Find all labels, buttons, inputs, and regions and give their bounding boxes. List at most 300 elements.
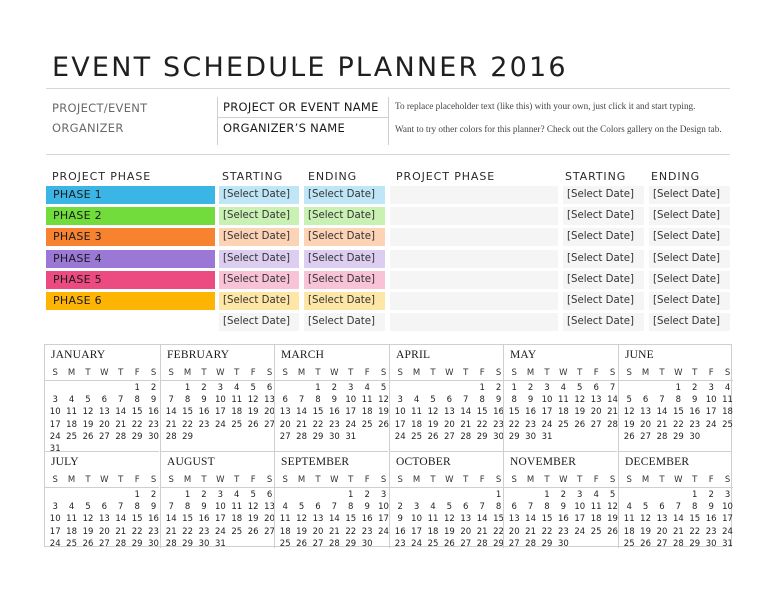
calendar-day[interactable]: 9 (201, 395, 207, 406)
calendar-day[interactable]: 24 (574, 526, 586, 537)
calendar-day[interactable]: 8 (184, 502, 191, 513)
calendar-day[interactable]: 20 (264, 514, 275, 525)
phase-1-start-date[interactable]: [Select Date] (219, 186, 299, 204)
calendar-day[interactable]: 6 (593, 383, 599, 393)
calendar-day[interactable]: 29 (493, 538, 504, 549)
calendar-day[interactable]: 18 (722, 407, 733, 418)
calendar-day[interactable]: 19 (607, 514, 618, 525)
calendar-day[interactable]: 11 (722, 395, 733, 406)
calendar-day[interactable]: 15 (345, 514, 357, 525)
calendar-day[interactable]: 8 (134, 502, 140, 513)
calendar-day[interactable]: 6 (659, 502, 665, 513)
calendar-day[interactable]: 7 (527, 502, 534, 513)
calendar-day[interactable]: 17 (411, 526, 422, 537)
calendar-day[interactable]: 10 (722, 502, 733, 513)
calendar-day[interactable]: 12 (82, 407, 94, 418)
calendar-day[interactable]: 10 (214, 395, 226, 406)
calendar-day[interactable]: 4 (68, 502, 75, 513)
calendar-day[interactable]: 24 (722, 526, 733, 537)
calendar-day[interactable]: 26 (247, 526, 259, 537)
calendar-day[interactable]: 19 (443, 526, 455, 537)
calendar-day[interactable]: 26 (296, 538, 307, 549)
calendar-day[interactable]: 26 (427, 431, 439, 442)
calendar-day[interactable]: 15 (541, 514, 553, 525)
calendar-day[interactable]: 18 (66, 526, 77, 537)
calendar-day[interactable]: 16 (493, 407, 504, 418)
calendar-day[interactable]: 15 (131, 407, 143, 418)
calendar-day[interactable]: 13 (279, 407, 291, 418)
calendar-day[interactable]: 27 (443, 431, 455, 442)
calendar-day[interactable]: 14 (115, 514, 127, 525)
phase-name-right-field[interactable] (390, 207, 558, 225)
calendar-day[interactable]: 27 (279, 431, 291, 442)
calendar-day[interactable]: 30 (148, 538, 159, 549)
calendar-day[interactable]: 22 (508, 419, 520, 430)
calendar-day[interactable]: 5 (430, 395, 436, 406)
calendar-day[interactable]: 9 (364, 502, 370, 513)
calendar-day[interactable]: 20 (508, 526, 520, 537)
calendar-day[interactable]: 17 (705, 407, 717, 418)
calendar-day[interactable]: 2 (331, 383, 338, 393)
calendar-day[interactable]: 12 (607, 502, 618, 513)
calendar-day[interactable]: 20 (279, 419, 291, 430)
calendar-day[interactable]: 18 (279, 526, 291, 537)
calendar-day[interactable]: 21 (476, 526, 488, 537)
calendar-day[interactable]: 4 (68, 395, 75, 406)
calendar-day[interactable]: 30 (361, 538, 373, 549)
calendar-day[interactable]: 29 (182, 538, 193, 549)
calendar-day[interactable]: 23 (148, 419, 159, 430)
calendar-day[interactable]: 12 (427, 407, 439, 418)
phase-name-right-field[interactable] (390, 228, 558, 246)
calendar-day[interactable]: 28 (115, 538, 127, 549)
right-phase-5-end-date[interactable]: [Select Date] (649, 271, 730, 289)
calendar-day[interactable]: 8 (675, 395, 682, 406)
calendar-day[interactable]: 28 (607, 419, 618, 430)
calendar-day[interactable]: 25 (361, 419, 373, 430)
calendar-day[interactable]: 12 (640, 514, 651, 525)
calendar-day[interactable]: 29 (672, 431, 684, 442)
calendar-day[interactable]: 2 (692, 383, 698, 393)
phase-name-right-field[interactable] (390, 250, 558, 268)
calendar-day[interactable]: 22 (131, 526, 143, 537)
calendar-day[interactable]: 8 (315, 395, 321, 406)
calendar-day[interactable]: 25 (590, 526, 602, 537)
calendar-day[interactable]: 3 (52, 502, 58, 513)
calendar-day[interactable]: 5 (626, 395, 632, 406)
calendar-day[interactable]: 28 (656, 431, 668, 442)
calendar-day[interactable]: 11 (279, 514, 291, 525)
calendar-day[interactable]: 23 (394, 538, 406, 549)
calendar-day[interactable]: 23 (198, 526, 210, 537)
calendar-day[interactable]: 19 (82, 526, 94, 537)
phase-2-end-date[interactable]: [Select Date] (304, 207, 385, 225)
calendar-day[interactable]: 3 (397, 395, 403, 406)
calendar-day[interactable]: 16 (198, 407, 210, 418)
calendar-day[interactable]: 2 (150, 490, 157, 500)
calendar-day[interactable]: 7 (463, 395, 469, 406)
calendar-day[interactable]: 30 (198, 538, 210, 549)
calendar-day[interactable]: 10 (705, 395, 717, 406)
calendar-day[interactable]: 14 (656, 407, 668, 418)
calendar-day[interactable]: 15 (476, 407, 488, 418)
phase-3-start-date[interactable]: [Select Date] (219, 228, 299, 246)
calendar-day[interactable]: 19 (247, 407, 259, 418)
calendar-day[interactable]: 13 (640, 407, 651, 418)
calendar-day[interactable]: 2 (201, 490, 207, 500)
calendar-day[interactable]: 9 (708, 502, 714, 513)
calendar-day[interactable]: 7 (168, 502, 174, 513)
calendar-day[interactable]: 14 (476, 514, 488, 525)
calendar-day[interactable]: 15 (689, 514, 701, 525)
calendar-day[interactable]: 14 (115, 407, 127, 418)
phase-6-start-date[interactable]: [Select Date] (219, 292, 299, 310)
calendar-day[interactable]: 27 (590, 419, 602, 430)
calendar-day[interactable]: 23 (493, 419, 504, 430)
calendar-day[interactable]: 29 (131, 431, 143, 442)
calendar-day[interactable]: 23 (689, 419, 701, 430)
calendar-day[interactable]: 14 (165, 407, 177, 418)
calendar-day[interactable]: 29 (345, 538, 357, 549)
calendar-day[interactable]: 1 (315, 383, 321, 393)
calendar-day[interactable]: 31 (49, 443, 61, 454)
calendar-day[interactable]: 14 (328, 514, 340, 525)
calendar-day[interactable]: 1 (134, 383, 140, 393)
calendar-day[interactable]: 21 (656, 419, 668, 430)
calendar-day[interactable]: 11 (231, 395, 243, 406)
calendar-day[interactable]: 1 (495, 490, 502, 500)
organizer-name-field[interactable]: ORGANIZER’S NAME (223, 121, 346, 135)
calendar-day[interactable]: 7 (675, 502, 682, 513)
phase-7-start-date[interactable]: [Select Date] (219, 313, 299, 331)
calendar-day[interactable]: 11 (623, 514, 635, 525)
calendar-day[interactable]: 18 (361, 407, 373, 418)
calendar-day[interactable]: 16 (394, 526, 406, 537)
calendar-day[interactable]: 22 (476, 419, 488, 430)
right-phase-3-start-date[interactable]: [Select Date] (563, 228, 644, 246)
calendar-day[interactable]: 26 (574, 419, 586, 430)
calendar-day[interactable]: 15 (493, 514, 504, 525)
calendar-day[interactable]: 26 (623, 431, 635, 442)
phase-name-right-field[interactable] (390, 292, 558, 310)
calendar-day[interactable]: 23 (361, 526, 373, 537)
calendar-day[interactable]: 4 (626, 502, 632, 513)
phase-5-start-date[interactable]: [Select Date] (219, 271, 299, 289)
calendar-day[interactable]: 10 (378, 502, 389, 513)
calendar-day[interactable]: 15 (182, 514, 193, 525)
phase-4-start-date[interactable]: [Select Date] (219, 250, 299, 268)
calendar-day[interactable]: 22 (672, 419, 684, 430)
calendar-day[interactable]: 11 (590, 502, 602, 513)
calendar-day[interactable]: 26 (640, 538, 651, 549)
calendar-day[interactable]: 25 (231, 526, 243, 537)
calendar-day[interactable]: 17 (541, 407, 553, 418)
calendar-day[interactable]: 23 (705, 526, 717, 537)
calendar-day[interactable]: 10 (345, 395, 357, 406)
calendar-day[interactable]: 11 (557, 395, 569, 406)
calendar-day[interactable]: 13 (460, 514, 472, 525)
calendar-day[interactable]: 19 (640, 526, 651, 537)
calendar-day[interactable]: 16 (525, 407, 536, 418)
calendar-day[interactable]: 4 (724, 383, 731, 393)
calendar-day[interactable]: 1 (184, 490, 191, 500)
phase-4-end-date[interactable]: [Select Date] (304, 250, 385, 268)
calendar-day[interactable]: 19 (427, 419, 439, 430)
phase-3-label[interactable]: PHASE 3 (46, 228, 215, 246)
calendar-day[interactable]: 8 (184, 395, 191, 406)
phase-2-start-date[interactable]: [Select Date] (219, 207, 299, 225)
calendar-day[interactable]: 30 (328, 431, 340, 442)
calendar-day[interactable]: 28 (328, 538, 340, 549)
calendar-day[interactable]: 8 (495, 502, 502, 513)
calendar-day[interactable]: 19 (296, 526, 307, 537)
calendar-day[interactable]: 21 (165, 526, 177, 537)
calendar-day[interactable]: 10 (214, 502, 226, 513)
calendar-day[interactable]: 20 (98, 526, 110, 537)
calendar-day[interactable]: 22 (689, 526, 701, 537)
calendar-day[interactable]: 8 (511, 395, 517, 406)
calendar-day[interactable]: 22 (131, 419, 143, 430)
calendar-day[interactable]: 7 (609, 383, 616, 393)
phase-name-right-field[interactable] (390, 186, 558, 204)
calendar-day[interactable]: 21 (607, 407, 618, 418)
calendar-day[interactable]: 6 (315, 502, 321, 513)
calendar-day[interactable]: 1 (348, 490, 354, 500)
calendar-day[interactable]: 21 (672, 526, 684, 537)
calendar-day[interactable]: 18 (411, 419, 422, 430)
calendar-day[interactable]: 5 (380, 383, 387, 393)
calendar-day[interactable]: 13 (98, 514, 110, 525)
calendar-day[interactable]: 5 (577, 383, 583, 393)
calendar-day[interactable]: 28 (165, 431, 177, 442)
calendar-day[interactable]: 3 (724, 490, 731, 500)
calendar-day[interactable]: 20 (264, 407, 275, 418)
calendar-day[interactable]: 16 (148, 514, 159, 525)
calendar-day[interactable]: 27 (312, 538, 324, 549)
calendar-day[interactable]: 15 (672, 407, 684, 418)
calendar-day[interactable]: 26 (82, 538, 94, 549)
calendar-day[interactable]: 1 (184, 383, 191, 393)
calendar-day[interactable]: 18 (66, 419, 77, 430)
calendar-day[interactable]: 15 (508, 407, 520, 418)
calendar-day[interactable]: 4 (364, 383, 370, 393)
calendar-day[interactable]: 10 (49, 407, 61, 418)
calendar-day[interactable]: 4 (234, 383, 240, 393)
calendar-day[interactable]: 5 (298, 502, 305, 513)
calendar-day[interactable]: 12 (623, 407, 635, 418)
phase-6-end-date[interactable]: [Select Date] (304, 292, 385, 310)
calendar-day[interactable]: 14 (460, 407, 472, 418)
right-phase-7-start-date[interactable]: [Select Date] (563, 313, 644, 331)
calendar-day[interactable]: 7 (168, 395, 174, 406)
calendar-day[interactable]: 24 (411, 538, 422, 549)
calendar-day[interactable]: 4 (413, 395, 420, 406)
calendar-day[interactable]: 24 (394, 431, 406, 442)
calendar-day[interactable]: 9 (150, 395, 157, 406)
right-phase-4-end-date[interactable]: [Select Date] (649, 250, 730, 268)
calendar-day[interactable]: 27 (640, 431, 651, 442)
calendar-day[interactable]: 24 (214, 526, 226, 537)
calendar-day[interactable]: 28 (672, 538, 684, 549)
calendar-day[interactable]: 30 (148, 431, 159, 442)
calendar-day[interactable]: 13 (656, 514, 668, 525)
calendar-day[interactable]: 13 (443, 407, 455, 418)
calendar-day[interactable]: 29 (541, 538, 553, 549)
calendar-day[interactable]: 3 (544, 383, 550, 393)
project-name-field[interactable]: PROJECT OR EVENT NAME (223, 100, 379, 114)
calendar-day[interactable]: 2 (495, 383, 502, 393)
phase-1-end-date[interactable]: [Select Date] (304, 186, 385, 204)
calendar-day[interactable]: 13 (264, 502, 275, 513)
calendar-day[interactable]: 2 (708, 490, 714, 500)
calendar-day[interactable]: 5 (446, 502, 453, 513)
calendar-day[interactable]: 22 (345, 526, 357, 537)
calendar-day[interactable]: 29 (182, 431, 193, 442)
calendar-day[interactable]: 28 (296, 431, 307, 442)
calendar-day[interactable]: 30 (705, 538, 717, 549)
calendar-day[interactable]: 27 (264, 526, 275, 537)
calendar-day[interactable]: 30 (689, 431, 701, 442)
calendar-day[interactable]: 24 (705, 419, 717, 430)
calendar-day[interactable]: 16 (557, 514, 569, 525)
calendar-day[interactable]: 25 (231, 419, 243, 430)
calendar-day[interactable]: 11 (361, 395, 373, 406)
calendar-day[interactable]: 1 (479, 383, 485, 393)
calendar-day[interactable]: 6 (266, 490, 273, 500)
calendar-day[interactable]: 23 (148, 526, 159, 537)
calendar-day[interactable]: 10 (394, 407, 406, 418)
calendar-day[interactable]: 4 (430, 502, 436, 513)
calendar-day[interactable]: 19 (574, 407, 586, 418)
calendar-day[interactable]: 22 (493, 526, 504, 537)
calendar-day[interactable]: 18 (590, 514, 602, 525)
calendar-day[interactable]: 1 (692, 490, 698, 500)
calendar-day[interactable]: 3 (708, 383, 714, 393)
calendar-day[interactable]: 3 (217, 383, 224, 393)
calendar-day[interactable]: 17 (214, 407, 226, 418)
calendar-day[interactable]: 17 (345, 407, 357, 418)
calendar-day[interactable]: 29 (689, 538, 701, 549)
calendar-day[interactable]: 12 (82, 514, 94, 525)
calendar-day[interactable]: 13 (98, 407, 110, 418)
calendar-day[interactable]: 15 (182, 407, 193, 418)
calendar-day[interactable]: 8 (479, 395, 485, 406)
calendar-day[interactable]: 6 (266, 383, 273, 393)
calendar-day[interactable]: 5 (85, 502, 91, 513)
calendar-day[interactable]: 20 (443, 419, 455, 430)
calendar-day[interactable]: 18 (427, 526, 439, 537)
calendar-day[interactable]: 9 (527, 395, 534, 406)
calendar-day[interactable]: 26 (607, 526, 618, 537)
calendar-day[interactable]: 6 (282, 395, 288, 406)
calendar-day[interactable]: 10 (411, 514, 422, 525)
calendar-day[interactable]: 13 (590, 395, 602, 406)
calendar-day[interactable]: 6 (463, 502, 469, 513)
calendar-day[interactable]: 25 (427, 538, 439, 549)
calendar-day[interactable]: 29 (312, 431, 324, 442)
calendar-day[interactable]: 28 (165, 538, 177, 549)
phase-5-label[interactable]: PHASE 5 (46, 271, 215, 289)
calendar-day[interactable]: 6 (446, 395, 453, 406)
calendar-day[interactable]: 22 (312, 419, 324, 430)
calendar-day[interactable]: 1 (675, 383, 682, 393)
calendar-day[interactable]: 6 (101, 502, 108, 513)
calendar-day[interactable]: 30 (557, 538, 569, 549)
calendar-day[interactable]: 8 (544, 502, 550, 513)
calendar-day[interactable]: 10 (574, 502, 586, 513)
calendar-day[interactable]: 17 (574, 514, 586, 525)
calendar-day[interactable]: 2 (201, 383, 207, 393)
calendar-day[interactable]: 31 (722, 538, 733, 549)
calendar-day[interactable]: 31 (541, 431, 553, 442)
calendar-day[interactable]: 24 (49, 538, 61, 549)
calendar-day[interactable]: 25 (66, 538, 77, 549)
right-phase-6-start-date[interactable]: [Select Date] (563, 292, 644, 310)
right-phase-2-start-date[interactable]: [Select Date] (563, 207, 644, 225)
calendar-day[interactable]: 25 (411, 431, 422, 442)
calendar-day[interactable]: 2 (560, 490, 567, 500)
calendar-day[interactable]: 1 (134, 490, 140, 500)
calendar-day[interactable]: 18 (557, 407, 569, 418)
calendar-day[interactable]: 23 (557, 526, 569, 537)
calendar-day[interactable]: 2 (364, 490, 370, 500)
calendar-day[interactable]: 2 (527, 383, 534, 393)
phase-name-right-field[interactable] (390, 313, 558, 331)
calendar-day[interactable]: 29 (476, 431, 488, 442)
right-phase-6-end-date[interactable]: [Select Date] (649, 292, 730, 310)
phase-7-end-date[interactable]: [Select Date] (304, 313, 385, 331)
calendar-day[interactable]: 8 (692, 502, 698, 513)
calendar-day[interactable]: 21 (115, 526, 127, 537)
calendar-day[interactable]: 14 (607, 395, 618, 406)
calendar-day[interactable]: 23 (328, 419, 340, 430)
calendar-day[interactable]: 12 (378, 395, 389, 406)
calendar-day[interactable]: 22 (541, 526, 553, 537)
calendar-day[interactable]: 20 (98, 419, 110, 430)
calendar-day[interactable]: 12 (296, 514, 307, 525)
calendar-day[interactable]: 3 (577, 490, 583, 500)
calendar-day[interactable]: 16 (328, 407, 340, 418)
calendar-day[interactable]: 28 (525, 538, 536, 549)
calendar-day[interactable]: 26 (82, 431, 94, 442)
calendar-day[interactable]: 17 (49, 419, 61, 430)
phase-1-label[interactable]: PHASE 1 (46, 186, 215, 204)
calendar-day[interactable]: 11 (411, 407, 422, 418)
calendar-day[interactable]: 22 (182, 526, 193, 537)
calendar-day[interactable]: 31 (345, 431, 357, 442)
calendar-day[interactable]: 15 (131, 514, 143, 525)
calendar-day[interactable]: 2 (397, 502, 403, 513)
calendar-day[interactable]: 29 (131, 538, 143, 549)
phase-5-end-date[interactable]: [Select Date] (304, 271, 385, 289)
right-phase-1-end-date[interactable]: [Select Date] (649, 186, 730, 204)
calendar-day[interactable]: 17 (394, 419, 406, 430)
calendar-day[interactable]: 11 (66, 514, 77, 525)
phase-3-end-date[interactable]: [Select Date] (304, 228, 385, 246)
calendar-day[interactable]: 18 (231, 407, 243, 418)
calendar-day[interactable]: 14 (296, 407, 307, 418)
calendar-day[interactable]: 6 (511, 502, 517, 513)
calendar-day[interactable]: 20 (656, 526, 668, 537)
calendar-day[interactable]: 30 (493, 431, 504, 442)
calendar-day[interactable]: 10 (49, 514, 61, 525)
calendar-day[interactable]: 16 (705, 514, 717, 525)
calendar-day[interactable]: 4 (593, 490, 599, 500)
calendar-day[interactable]: 19 (623, 419, 635, 430)
calendar-day[interactable]: 31 (214, 538, 226, 549)
calendar-day[interactable]: 16 (148, 407, 159, 418)
phase-7-label[interactable] (46, 313, 215, 331)
